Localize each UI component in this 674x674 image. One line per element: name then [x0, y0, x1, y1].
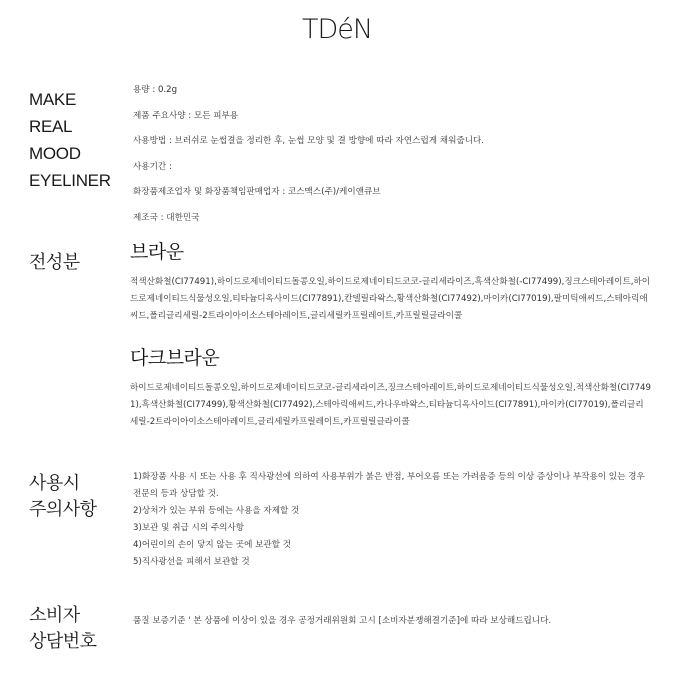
product-name: MAKE REAL MOOD EYELINER — [29, 90, 111, 190]
caution-item: 4)어린이의 손이 닿지 않는 곳에 보관할 것 — [133, 540, 292, 550]
color-name-dark-brown: 다크브라운 — [130, 347, 220, 369]
info-usage: 사용방법 : 브러쉬로 눈썹결을 정리한 후, 눈썹 모양 및 결 방향에 따라 자연스럽게 채워줍니다. — [133, 136, 485, 146]
dark-brown-ingredients — [130, 346, 652, 431]
caution-list — [133, 469, 653, 571]
brand-logo: TDéN — [301, 14, 373, 45]
info-capacity: 용량 : 0.2g — [133, 85, 178, 95]
caution-item: 1)화장품 사용 시 또는 사용 후 직사광선에 의하여 사용부위가 붉은 반점, 부어오름 또는 가려움증 등의 이상 증상이나 부작용이 있는 경우 전문의 등과 상담할 것. — [133, 472, 645, 499]
info-country: 제조국 : 대한민국 — [133, 212, 200, 223]
consumer-text: 품질 보증기준 ' 본 상품에 이상이 있을 경우 공정거래위원회 고시 [소비자분쟁해결기준]에 따라 보상해드립니다. — [133, 616, 552, 626]
brown-ingredients — [130, 240, 652, 325]
caution-item: 3)보관 및 취급 시의 주의사항 — [133, 523, 245, 533]
color-name-brown: 브라운 — [130, 241, 184, 263]
ingredients-title: 전성분 — [29, 252, 80, 273]
ingredient-text-dark-brown: 하이드로제네이티드돌콩오일,하이드로제네이티드코코-글리세라이즈,징크스테아레이트,하이드로제네이티드식물성오일,적색산화철(CI77491),흑색산화철(CI77499),황색산화철(CI77492),스테아릭애씨드,카나우바왁스,티타늄디옥사이드(CI77891),마이카(CI77019),폴리글리세릴-2트라이아이소스테아레이트,글리세릴카프릴레이트,카프릴릴글라이콜 — [130, 383, 651, 427]
caution-item: 2)상처가 있는 부위 등에는 사용을 자제할 것 — [133, 506, 300, 516]
info-period: 사용기간 : — [133, 161, 172, 172]
caution-title: 사용시 주의사항 — [29, 473, 97, 520]
ingredient-text-brown: 적색산화철(CI77491),하이드로제네이티드돌콩오일,하이드로제네이티드코코-글리세라이즈,흑색산화철(-CI77499),징크스테아레이트,하이드로제네이티드식물성오일,티타늄디옥사이드(CI77891),칸델릴라왁스,황색산화철(CI77492),마이카(CI77019),팔미틱애씨드,스테아릭애씨드,폴리글리세릴-2트라이아이소스테아레이트,글리세릴카프릴레이트,카프릴릴글라이콜 — [130, 277, 651, 321]
consumer-title: 소비자 상담번호 — [29, 605, 97, 652]
info-manufacturer: 화장품제조업자 및 화장품책임판매업자 : 코스맥스(주)/케이앤큐브 — [133, 187, 381, 197]
product-info-list — [133, 84, 653, 237]
info-skin-type: 제품 주요사양 : 모든 피부용 — [133, 110, 239, 121]
caution-item: 5)직사광선을 피해서 보관할 것 — [133, 557, 250, 567]
